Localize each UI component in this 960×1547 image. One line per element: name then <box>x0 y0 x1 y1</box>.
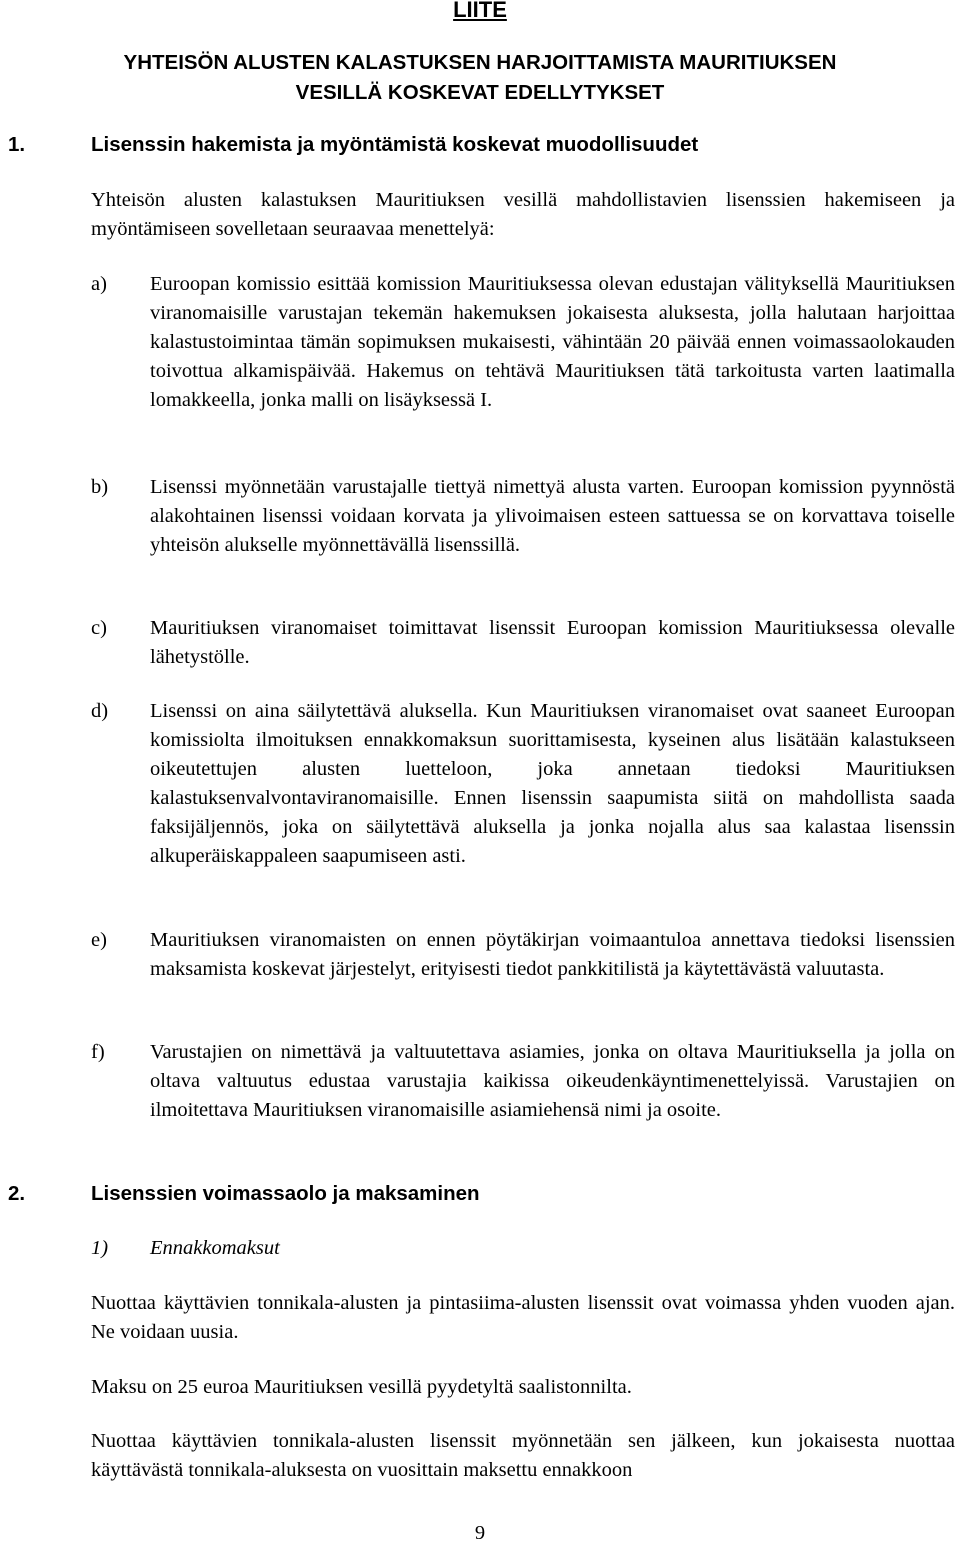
paragraph-license-validity: Nuottaa käyttävien tonnikala-alusten ja pintasiima-alusten lisenssit ovat voimassa yhden vuoden ajan. Ne voidaan uusia. <box>91 1292 955 1343</box>
section-2-title: Lisenssien voimassaolo ja maksaminen <box>91 1182 480 1205</box>
list-item-b <box>91 473 955 560</box>
subsection-title: Ennakkomaksut <box>150 1237 280 1259</box>
section-2-number: 2. <box>8 1182 26 1205</box>
list-item-f <box>91 1038 955 1125</box>
list-item-text: Lisenssi on aina säilytettävä aluksella. Kun Mauritiuksen viranomaiset ovat saaneet Euroopan komissiolta ilmoituksen ennakkomaksun suorittamisesta, kyseinen alus lisätään kalastukseen oikeutettujen alusten luetteloon, joka annetaan tiedoksi Mauritiuksen kalastuksenvalvontaviranomaisille. Ennen lisenssin saapumista siitä on mahdollista saada faksijäljennös, joka on säilytettävä aluksella ja jonka nojalla alus saa kalastaa lisenssin alkuperäiskappaleen saapumiseen asti. <box>150 700 955 867</box>
list-item-a <box>91 270 955 415</box>
document-title-line-1: YHTEISÖN ALUSTEN KALASTUKSEN HARJOITTAMISTA MAURITIUKSEN <box>123 51 837 74</box>
subsection-marker: 1) <box>91 1237 109 1259</box>
paragraph-advance-payment: Nuottaa käyttävien tonnikala-alusten lisenssit myönnetään sen jälkeen, kun jokaisesta nuottaa käyttävästä tonnikala-aluksesta on vuosittain maksettu ennakkoon <box>91 1430 955 1481</box>
list-item-text: Varustajien on nimettävä ja valtuutettava asiamies, jonka on oltava Mauritiuksella ja jolla on oltava valtuutus edustaa varustajia kaikissa oikeudenkäyntimenettelyissä. Varustajien on ilmoitettava Mauritiuksen viranomaisille asiamiehensä nimi ja osoite. <box>150 1041 955 1121</box>
section-1-number: 1. <box>8 133 26 156</box>
subsection-heading <box>91 1234 280 1263</box>
list-item-marker: c) <box>91 617 107 639</box>
annex-label: LIITE <box>453 0 507 22</box>
section-1-intro: Yhteisön alusten kalastuksen Mauritiuksen vesillä mahdollistavien lisenssien hakemiseen ja myöntämiseen sovelletaan seuraavaa menettelyä: <box>91 189 955 240</box>
list-item-text: Mauritiuksen viranomaisten on ennen pöytäkirjan voimaantuloa annettava tiedoksi lisenssien maksamista koskevat järjestelyt, erityisesti tiedot pankkitilistä ja käytettävästä valuutasta. <box>150 929 955 980</box>
paragraph-fee: Maksu on 25 euroa Mauritiuksen vesillä pyydetyltä saalistonnilta. <box>91 1376 632 1398</box>
list-item-text: Lisenssi myönnetään varustajalle tiettyä nimettyä alusta varten. Euroopan komission pyynnöstä alakohtainen lisenssi voidaan korvata ja ylivoimaisen esteen sattuessa se on korvattava toiselle yhteisön alukselle myönnettävällä lisenssillä. <box>150 476 955 556</box>
list-item-marker: a) <box>91 273 107 295</box>
list-item-marker: b) <box>91 476 109 498</box>
list-item-marker: e) <box>91 929 107 951</box>
list-item-c <box>91 614 955 672</box>
section-1-title: Lisenssin hakemista ja myöntämistä koskevat muodollisuudet <box>91 133 699 156</box>
page-number: 9 <box>474 1522 486 1544</box>
list-item-marker: d) <box>91 700 109 722</box>
list-item-e <box>91 926 955 984</box>
document-title <box>0 48 960 108</box>
list-item-marker: f) <box>91 1041 105 1063</box>
list-item-text: Mauritiuksen viranomaiset toimittavat lisenssit Euroopan komission Mauritiuksessa olevalle lähetystölle. <box>150 617 955 668</box>
list-item-d <box>91 697 955 871</box>
document-title-line-2: VESILLÄ KOSKEVAT EDELLYTYKSET <box>295 81 665 104</box>
list-item-text: Euroopan komissio esittää komission Mauritiuksessa olevan edustajan välityksellä Mauritiuksen viranomaisille varustajan tekemän hakemuksen jokaisesta aluksesta, jolla halutaan harjoittaa kalastustoimintaa tämän sopimuksen mukaisesti, vähintään 20 päivää ennen voimassaolokauden toivottua alkamispäivää. Hakemus on tehtävä Mauritiuksen tätä tarkoitusta varten laatimalla lomakkeella, jonka malli on lisäyksessä I. <box>150 273 955 411</box>
